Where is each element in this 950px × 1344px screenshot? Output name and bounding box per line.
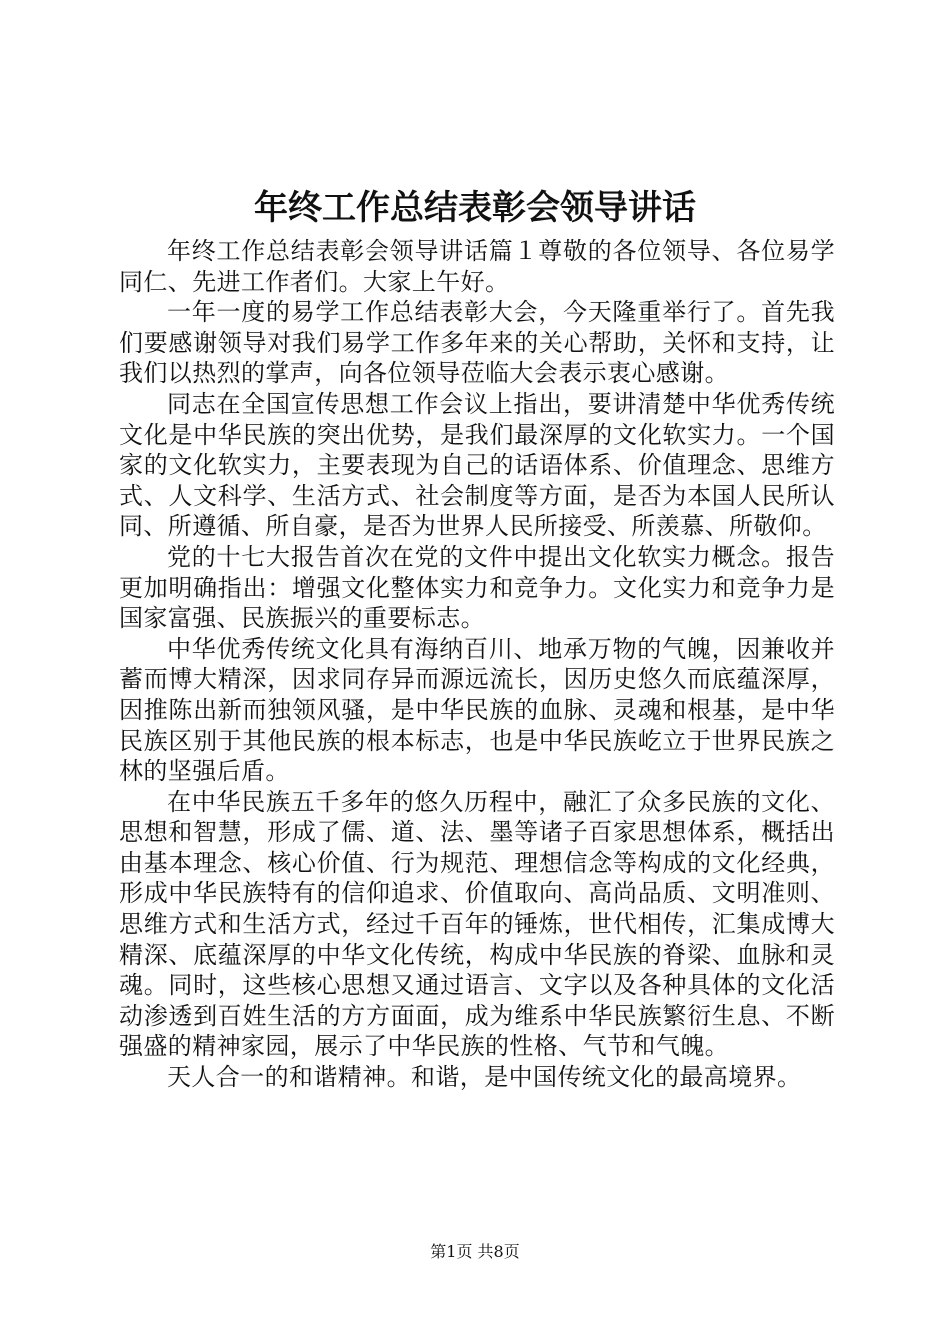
paragraph-4: 党的十七大报告首次在党的文件中提出文化软实力概念。报告更加明确指出：增强文化整体实力和竞争力。文化实力和竞争力是国家富强、民族振兴的重要标志。 <box>119 542 835 633</box>
document-title: 年终工作总结表彰会领导讲话 <box>254 188 696 228</box>
paragraph-2: 一年一度的易学工作总结表彰大会，今天隆重举行了。首先我们要感谢领导对我们易学工作多年来的关心帮助，关怀和支持，让我们以热烈的掌声，向各位领导莅临大会表示衷心感谢。 <box>119 298 835 388</box>
document-body <box>119 236 835 1093</box>
paragraph-1: 年终工作总结表彰会领导讲话篇１尊敬的各位领导、各位易学同仁、先进工作者们。大家上午好。 <box>119 237 835 296</box>
paragraph-6: 在中华民族五千多年的悠久历程中，融汇了众多民族的文化、思想和智慧，形成了儒、道、法、墨等诸子百家思想体系，概括出由基本理念、核心价值、行为规范、理想信念等构成的文化经典，形成中华民族特有的信仰追求、价值取向、高尚品质、文明准则、思维方式和生活方式，经过千百年的锤炼，世代相传，汇集成博大精深、底蕴深厚的中华文化传统，构成中华民族的脊梁、血脉和灵魂。同时，这些核心思想又通过语言、文字以及各种具体的文化活动渗透到百姓生活的方方面面，成为维系中华民族繁衍生息、不断强盛的精神家园，展示了中华民族的性格、气节和气魄。 <box>119 787 835 1061</box>
paragraph-5: 中华优秀传统文化具有海纳百川、地承万物的气魄，因兼收并蓄而博大精深，因求同存异而源远流长，因历史悠久而底蕴深厚，因推陈出新而独领风骚，是中华民族的血脉、灵魂和根基，是中华民族区别于其他民族的根本标志，也是中华民族屹立于世界民族之林的坚强后盾。 <box>119 634 835 786</box>
paragraph-3: 同志在全国宣传思想工作会议上指出，要讲清楚中华优秀传统文化是中华民族的突出优势，是我们最深厚的文化软实力。一个国家的文化软实力，主要表现为自己的话语体系、价值理念、思维方式、人文科学、生活方式、社会制度等方面，是否为本国人民所认同、所遵循、所自豪，是否为世界人民所接受、所羡慕、所敬仰。 <box>119 389 835 541</box>
page-number-footer: 第1页 共8页 <box>430 1242 520 1261</box>
paragraph-7: 天人合一的和谐精神。和谐，是中国传统文化的最高境界。 <box>167 1063 802 1092</box>
